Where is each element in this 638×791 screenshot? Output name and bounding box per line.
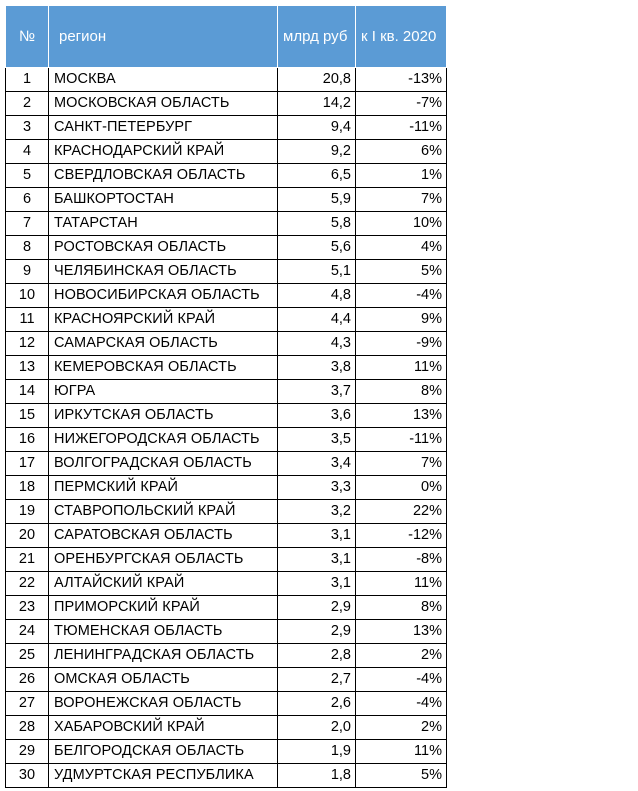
cell-amount[interactable]: 5,1: [278, 260, 356, 284]
cell-region[interactable]: КЕМЕРОВСКАЯ ОБЛАСТЬ: [49, 356, 278, 380]
cell-amount[interactable]: 9,4: [278, 116, 356, 140]
cell-amount[interactable]: 2,9: [278, 620, 356, 644]
header-region[interactable]: регион: [49, 6, 278, 68]
cell-region[interactable]: САНКТ-ПЕТЕРБУРГ: [49, 116, 278, 140]
cell-change[interactable]: 7%: [356, 452, 447, 476]
cell-region[interactable]: ЛЕНИНГРАДСКАЯ ОБЛАСТЬ: [49, 644, 278, 668]
table-row: [6, 404, 447, 428]
table-row: [6, 140, 447, 164]
cell-amount[interactable]: 9,2: [278, 140, 356, 164]
table-row: [6, 596, 447, 620]
table-row: [6, 548, 447, 572]
table-header: [6, 6, 447, 68]
cell-region[interactable]: МОСКОВСКАЯ ОБЛАСТЬ: [49, 92, 278, 116]
cell-number[interactable]: 18: [6, 476, 49, 500]
cell-amount[interactable]: 5,9: [278, 188, 356, 212]
cell-amount[interactable]: 2,6: [278, 692, 356, 716]
table-row: [6, 212, 447, 236]
cell-region[interactable]: САРАТОВСКАЯ ОБЛАСТЬ: [49, 524, 278, 548]
cell-region[interactable]: ТАТАРСТАН: [49, 212, 278, 236]
table-row: [6, 452, 447, 476]
cell-change[interactable]: -13%: [356, 68, 447, 92]
cell-number[interactable]: 22: [6, 572, 49, 596]
cell-amount[interactable]: 5,6: [278, 236, 356, 260]
table-row: [6, 572, 447, 596]
cell-region[interactable]: БЕЛГОРОДСКАЯ ОБЛАСТЬ: [49, 740, 278, 764]
table-row: [6, 68, 447, 92]
table-row: [6, 356, 447, 380]
cell-amount[interactable]: 3,6: [278, 404, 356, 428]
cell-change[interactable]: 13%: [356, 620, 447, 644]
cell-number[interactable]: 25: [6, 644, 49, 668]
table-row: [6, 332, 447, 356]
cell-number[interactable]: 2: [6, 92, 49, 116]
table-row: [6, 740, 447, 764]
cell-amount[interactable]: 3,1: [278, 572, 356, 596]
cell-change[interactable]: 8%: [356, 380, 447, 404]
cell-number[interactable]: 4: [6, 140, 49, 164]
cell-change[interactable]: 11%: [356, 572, 447, 596]
cell-region[interactable]: АЛТАЙСКИЙ КРАЙ: [49, 572, 278, 596]
cell-region[interactable]: КРАСНОЯРСКИЙ КРАЙ: [49, 308, 278, 332]
cell-region[interactable]: РОСТОВСКАЯ ОБЛАСТЬ: [49, 236, 278, 260]
cell-number[interactable]: 8: [6, 236, 49, 260]
cell-number[interactable]: 21: [6, 548, 49, 572]
cell-number[interactable]: 27: [6, 692, 49, 716]
table-row: [6, 620, 447, 644]
cell-change[interactable]: 11%: [356, 740, 447, 764]
cell-amount[interactable]: 1,8: [278, 764, 356, 788]
cell-number[interactable]: 1: [6, 68, 49, 92]
cell-amount[interactable]: 5,8: [278, 212, 356, 236]
cell-region[interactable]: МОСКВА: [49, 68, 278, 92]
cell-region[interactable]: САМАРСКАЯ ОБЛАСТЬ: [49, 332, 278, 356]
cell-change[interactable]: 8%: [356, 596, 447, 620]
cell-region[interactable]: ХАБАРОВСКИЙ КРАЙ: [49, 716, 278, 740]
cell-amount[interactable]: 2,0: [278, 716, 356, 740]
cell-change[interactable]: 0%: [356, 476, 447, 500]
cell-region[interactable]: СТАВРОПОЛЬСКИЙ КРАЙ: [49, 500, 278, 524]
cell-number[interactable]: 24: [6, 620, 49, 644]
cell-number[interactable]: 28: [6, 716, 49, 740]
header-number[interactable]: №: [6, 6, 49, 68]
cell-change[interactable]: 1%: [356, 164, 447, 188]
header-change[interactable]: к I кв. 2020: [356, 6, 447, 68]
cell-amount[interactable]: 3,2: [278, 500, 356, 524]
cell-change[interactable]: -12%: [356, 524, 447, 548]
cell-number[interactable]: 12: [6, 332, 49, 356]
cell-amount[interactable]: 2,9: [278, 596, 356, 620]
cell-amount[interactable]: 3,1: [278, 524, 356, 548]
cell-region[interactable]: ТЮМЕНСКАЯ ОБЛАСТЬ: [49, 620, 278, 644]
table-row: [6, 236, 447, 260]
cell-region[interactable]: СВЕРДЛОВСКАЯ ОБЛАСТЬ: [49, 164, 278, 188]
header-row: [6, 6, 447, 68]
regions-table: [5, 5, 447, 788]
cell-amount[interactable]: 3,1: [278, 548, 356, 572]
cell-change[interactable]: 5%: [356, 764, 447, 788]
table-row: [6, 380, 447, 404]
cell-change[interactable]: -11%: [356, 116, 447, 140]
cell-change[interactable]: -4%: [356, 668, 447, 692]
cell-number[interactable]: 10: [6, 284, 49, 308]
cell-region[interactable]: КРАСНОДАРСКИЙ КРАЙ: [49, 140, 278, 164]
table-row: [6, 716, 447, 740]
cell-amount[interactable]: 3,4: [278, 452, 356, 476]
cell-change[interactable]: -11%: [356, 428, 447, 452]
cell-region[interactable]: ОРЕНБУРГСКАЯ ОБЛАСТЬ: [49, 548, 278, 572]
cell-number[interactable]: 19: [6, 500, 49, 524]
table-row: [6, 644, 447, 668]
cell-amount[interactable]: 20,8: [278, 68, 356, 92]
cell-number[interactable]: 7: [6, 212, 49, 236]
cell-number[interactable]: 26: [6, 668, 49, 692]
cell-number[interactable]: 11: [6, 308, 49, 332]
cell-number[interactable]: 5: [6, 164, 49, 188]
cell-amount[interactable]: 3,5: [278, 428, 356, 452]
table-row: [6, 284, 447, 308]
cell-region[interactable]: БАШКОРТОСТАН: [49, 188, 278, 212]
cell-region[interactable]: ИРКУТСКАЯ ОБЛАСТЬ: [49, 404, 278, 428]
cell-number[interactable]: 9: [6, 260, 49, 284]
table-row: [6, 668, 447, 692]
cell-change[interactable]: -9%: [356, 332, 447, 356]
header-amount[interactable]: млрд руб: [278, 6, 356, 68]
cell-amount[interactable]: 3,3: [278, 476, 356, 500]
table-row: [6, 164, 447, 188]
cell-number[interactable]: 30: [6, 764, 49, 788]
cell-change[interactable]: -4%: [356, 692, 447, 716]
table-row: [6, 260, 447, 284]
cell-change[interactable]: 5%: [356, 260, 447, 284]
cell-change[interactable]: -4%: [356, 284, 447, 308]
cell-change[interactable]: 13%: [356, 404, 447, 428]
cell-change[interactable]: 22%: [356, 500, 447, 524]
cell-region[interactable]: ВОЛГОГРАДСКАЯ ОБЛАСТЬ: [49, 452, 278, 476]
cell-number[interactable]: 3: [6, 116, 49, 140]
cell-region[interactable]: НИЖЕГОРОДСКАЯ ОБЛАСТЬ: [49, 428, 278, 452]
table-row: [6, 428, 447, 452]
cell-region[interactable]: ВОРОНЕЖСКАЯ ОБЛАСТЬ: [49, 692, 278, 716]
table-row: [6, 116, 447, 140]
cell-amount[interactable]: 2,7: [278, 668, 356, 692]
cell-number[interactable]: 6: [6, 188, 49, 212]
cell-change[interactable]: 10%: [356, 212, 447, 236]
cell-amount[interactable]: 14,2: [278, 92, 356, 116]
table-row: [6, 308, 447, 332]
cell-change[interactable]: 4%: [356, 236, 447, 260]
cell-change[interactable]: -8%: [356, 548, 447, 572]
cell-number[interactable]: 23: [6, 596, 49, 620]
cell-change[interactable]: 2%: [356, 644, 447, 668]
cell-change[interactable]: 2%: [356, 716, 447, 740]
cell-amount[interactable]: 1,9: [278, 740, 356, 764]
cell-region[interactable]: ЧЕЛЯБИНСКАЯ ОБЛАСТЬ: [49, 260, 278, 284]
table-row: [6, 500, 447, 524]
cell-amount[interactable]: 4,4: [278, 308, 356, 332]
cell-amount[interactable]: 6,5: [278, 164, 356, 188]
spreadsheet-sheet: [5, 5, 447, 788]
cell-region[interactable]: ПРИМОРСКИЙ КРАЙ: [49, 596, 278, 620]
table-row: [6, 92, 447, 116]
cell-change[interactable]: 7%: [356, 188, 447, 212]
cell-number[interactable]: 15: [6, 404, 49, 428]
cell-region[interactable]: ПЕРМСКИЙ КРАЙ: [49, 476, 278, 500]
table-row: [6, 524, 447, 548]
table-row: [6, 188, 447, 212]
cell-amount[interactable]: 3,8: [278, 356, 356, 380]
cell-number[interactable]: 13: [6, 356, 49, 380]
table-row: [6, 692, 447, 716]
cell-number[interactable]: 29: [6, 740, 49, 764]
table-row: [6, 476, 447, 500]
cell-number[interactable]: 14: [6, 380, 49, 404]
cell-amount[interactable]: 3,7: [278, 380, 356, 404]
cell-amount[interactable]: 4,8: [278, 284, 356, 308]
cell-number[interactable]: 16: [6, 428, 49, 452]
cell-region[interactable]: НОВОСИБИРСКАЯ ОБЛАСТЬ: [49, 284, 278, 308]
cell-region[interactable]: УДМУРТСКАЯ РЕСПУБЛИКА: [49, 764, 278, 788]
cell-number[interactable]: 17: [6, 452, 49, 476]
cell-amount[interactable]: 4,3: [278, 332, 356, 356]
cell-change[interactable]: -7%: [356, 92, 447, 116]
table-body: [6, 68, 447, 788]
cell-change[interactable]: 11%: [356, 356, 447, 380]
cell-change[interactable]: 6%: [356, 140, 447, 164]
cell-change[interactable]: 9%: [356, 308, 447, 332]
cell-region[interactable]: ОМСКАЯ ОБЛАСТЬ: [49, 668, 278, 692]
cell-region[interactable]: ЮГРА: [49, 380, 278, 404]
cell-number[interactable]: 20: [6, 524, 49, 548]
cell-amount[interactable]: 2,8: [278, 644, 356, 668]
table-row: [6, 764, 447, 788]
